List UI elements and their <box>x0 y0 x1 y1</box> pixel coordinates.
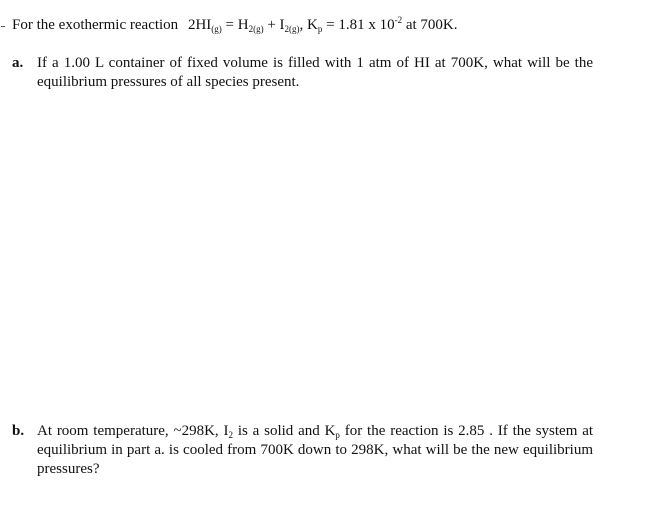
reactant-formula: 2HI <box>187 17 212 33</box>
intro-prefix: For the exothermic reaction <box>12 17 179 33</box>
reactant-state: (g) <box>211 24 222 34</box>
equals-sign: = <box>225 17 234 33</box>
part-a-label: a. <box>12 55 24 71</box>
part-a-text: If a 1.00 L container of fixed volume is filled with 1 atm of HI at 700K, what will be the equilibrium pressures of all species present. <box>37 55 593 90</box>
iodine-subscript: 2 <box>228 430 233 440</box>
part-b-seg2: is a solid and K <box>237 423 336 439</box>
kp-subscript-b: p <box>335 430 340 440</box>
product-h2-formula: H <box>237 17 249 33</box>
plus-sign: + <box>267 17 276 33</box>
product-i2 <box>280 17 300 33</box>
reactant-hi <box>188 17 222 33</box>
part-b-text <box>37 422 593 479</box>
kp-value: = 1.81 x 10 <box>326 17 395 33</box>
part-b-label: b. <box>12 423 25 439</box>
product-i2-sub: 2(g) <box>284 24 300 34</box>
k-letter: K <box>307 17 318 33</box>
product-h2-sub: 2(g) <box>248 24 264 34</box>
k-subscript: p <box>317 24 323 34</box>
part-b-seg3: for the reaction is 2.85 . If the system at equilibrium in part a. is cooled from 700K down to 298K, what will be the new equilibrium pressures? <box>37 423 594 477</box>
product-h2 <box>238 17 264 33</box>
kp-symbol <box>307 17 322 33</box>
product-i2-formula: I <box>279 17 285 33</box>
kp-condition: at 700K. <box>405 17 458 33</box>
margin-mark <box>1 26 5 27</box>
comma: , <box>299 17 304 33</box>
reaction-statement <box>12 16 458 35</box>
part-b-seg1: At room temperature, ~298K, I <box>37 423 229 439</box>
kp-exponent: -2 <box>394 15 403 25</box>
